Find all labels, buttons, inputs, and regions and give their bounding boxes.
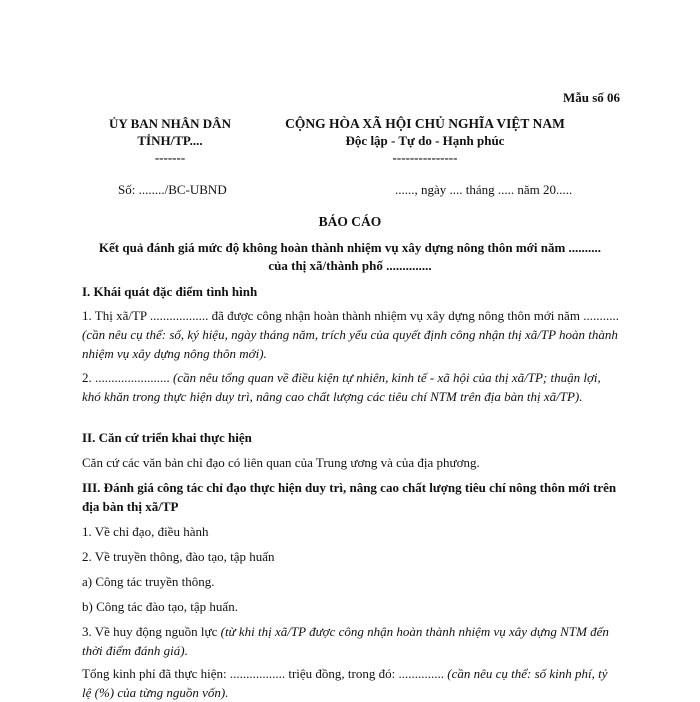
item-1: 1. Về chỉ đạo, điều hành (82, 524, 209, 539)
form-number: Mẫu số 06 (562, 90, 620, 105)
document-date: ......, ngày .... tháng ..... năm 20..... (395, 182, 573, 197)
paragraph-4-text: Tổng kinh phí đã thực hiện: ................. triệu đồng, trong đó: .............. (82, 666, 448, 681)
section-1-heading: I. Khái quát đặc điểm tình hình (82, 284, 258, 299)
paragraph-2 (82, 368, 620, 406)
item-2a: a) Công tác truyền thông. (82, 574, 215, 589)
item-3-text: 3. Về huy động nguồn lực (82, 624, 221, 639)
paragraph-1 (82, 306, 620, 363)
paragraph-3: Căn cứ các văn bản chỉ đạo có liên quan của Trung ương và của địa phương. (82, 455, 480, 470)
national-divider: --------------- (392, 150, 458, 165)
document-subtitle-line1: Kết quả đánh giá mức độ không hoàn thành nhiệm vụ xây dựng nông thôn mới năm .......... (98, 240, 602, 255)
paragraph-4-note: (cần nêu cụ thể: số kinh phí, tỷ lệ (%) của từng nguồn vốn). (82, 666, 608, 700)
item-2b: b) Công tác đào tạo, tập huấn. (82, 599, 238, 614)
document-number: Số: ......../BC-UBND (118, 182, 227, 197)
national-title: CỘNG HÒA XÃ HỘI CHỦ NGHĨA VIỆT NAM (285, 116, 565, 131)
national-motto: Độc lập - Tự do - Hạnh phúc (345, 133, 505, 148)
document-title: BÁO CÁO (318, 214, 382, 229)
issuer-name: ỦY BAN NHÂN DÂN (109, 116, 231, 131)
item-2: 2. Về truyền thông, đào tạo, tập huấn (82, 549, 275, 564)
item-3-note: (từ khi thị xã/TP được công nhận hoàn thành nhiệm vụ xây dựng NTM đến thời điểm đánh giá). (82, 624, 609, 658)
section-2-heading: II. Căn cứ triển khai thực hiện (82, 430, 252, 445)
paragraph-1-text: 1. Thị xã/TP .................. đã được công nhận hoàn thành nhiệm vụ xây dựng nông thôn mới năm ........... (82, 308, 619, 323)
item-3 (82, 622, 620, 660)
section-3-heading: III. Đánh giá công tác chỉ đạo thực hiện duy trì, nâng cao chất lượng tiêu chí nông thôn mới trên địa bàn thị xã/TP (82, 480, 617, 514)
issuer-province: TỈNH/TP.... (137, 133, 203, 148)
paragraph-2-note: (cần nêu tổng quan về điều kiện tự nhiên, kinh tế - xã hội của thị xã/TP; thuận lợi, khó khăn trong thực hiện duy trì, nâng cao chất lượng các tiêu chí NTM trên địa bàn thị xã/TP). (82, 370, 601, 404)
issuer-divider: ------- (154, 150, 186, 165)
paragraph-2-text: 2. ....................... (82, 370, 173, 385)
document-subtitle-line2: của thị xã/thành phố .............. (268, 258, 432, 273)
paragraph-4 (82, 664, 620, 702)
paragraph-1-note: (cần nêu cụ thể: số, ký hiệu, ngày tháng năm, trích yếu của quyết định công nhận thị xã/TP hoàn thành nhiệm vụ xây dựng nông thôn mới). (82, 327, 618, 361)
